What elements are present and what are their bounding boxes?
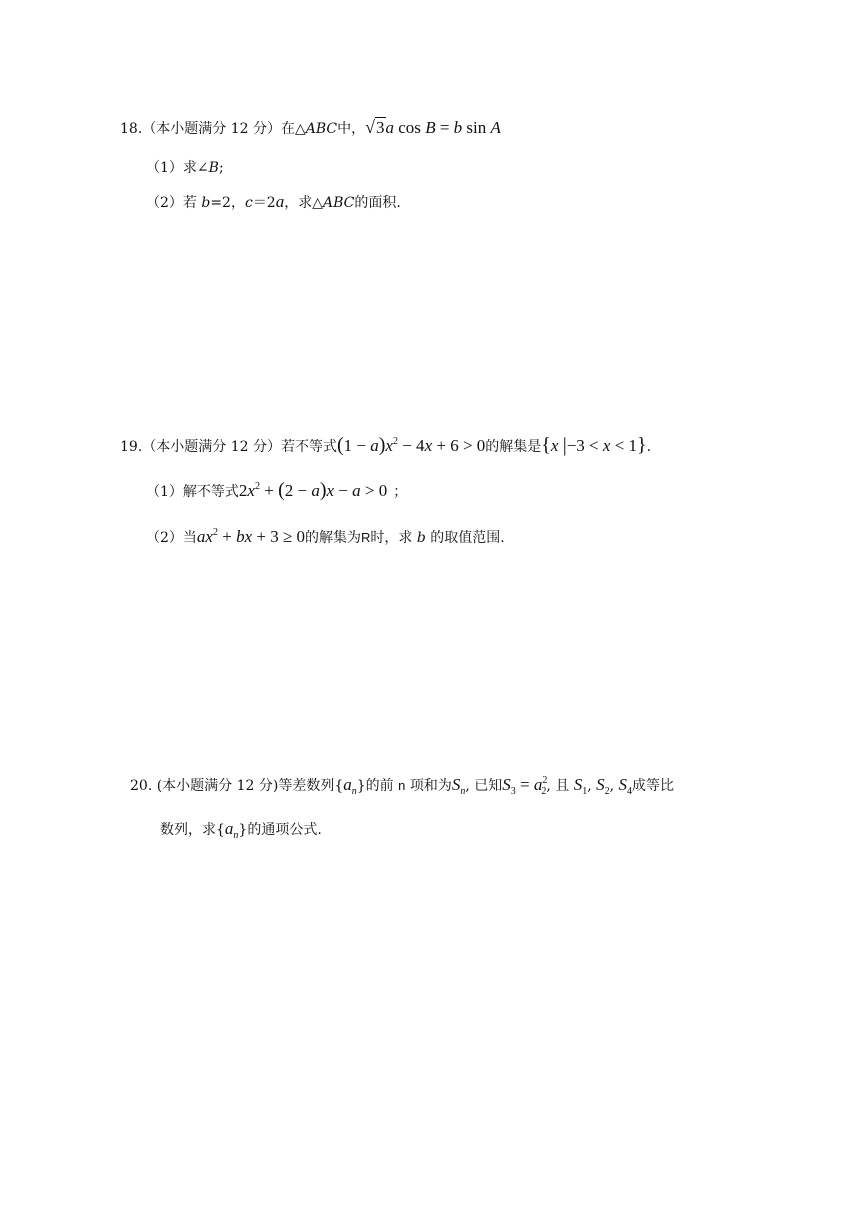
q19-solution-set: {x |−3 < x < 1} (541, 434, 647, 456)
q19-inequality-formula: $(1 - a)x^2 - 4x + 6 > 0$ (336, 434, 486, 456)
q18-mid: 中， (337, 121, 366, 137)
q20-header: 20. (本小题满分 12 分)等差数列{ (130, 778, 344, 794)
q19-stem: 19.（本小题满分 12 分）若不等式$(1 - a)x^2 - 4x + 6 > 0$的解集是{x |−3 < x < 1}. (120, 434, 652, 456)
q18-triangle-abc: ABC (305, 121, 338, 137)
q19-sub2: （2）当$ax^2$ + bx + 3 ≥ 0的解集为R时，求 b 的取值范围. (146, 527, 505, 546)
q20-stem: 20. (本小题满分 12 分)等差数列$\{a_n\}$的前 n 项和为$S_n$, 已知$S_3 = a^2_2$, 且 $S_1$, $S_2$, $S_4$成等比 (130, 775, 674, 797)
q19-sub2-formula: $ax^2$ + bx + 3 ≥ 0 (196, 527, 306, 546)
q19-sub1-formula: $2x^2 + (2 - a)x - a > 0$ (238, 479, 388, 501)
q18-stem (120, 116, 501, 140)
q18-header: 18.（本小题满分 12 分）在△ (120, 121, 306, 137)
q18-sub2: （2）若 b=2，c＝2a，求△ABC的面积. (146, 192, 401, 211)
q18-sub1: （1）求∠B; (146, 160, 224, 176)
q18-condition-formula: √3a cos B = b sin A (365, 117, 501, 137)
q19-header: 19.（本小题满分 12 分）若不等式 (120, 439, 337, 455)
q20-line2: 数列，求$\{a_n\}$的通项公式. (160, 819, 322, 841)
q19-sub1: （1）解不等式$2x^2 + (2 - a)x - a > 0$ ； (146, 479, 408, 501)
q20-s3-formula: $S_3 = a^2_2$ (502, 775, 548, 797)
